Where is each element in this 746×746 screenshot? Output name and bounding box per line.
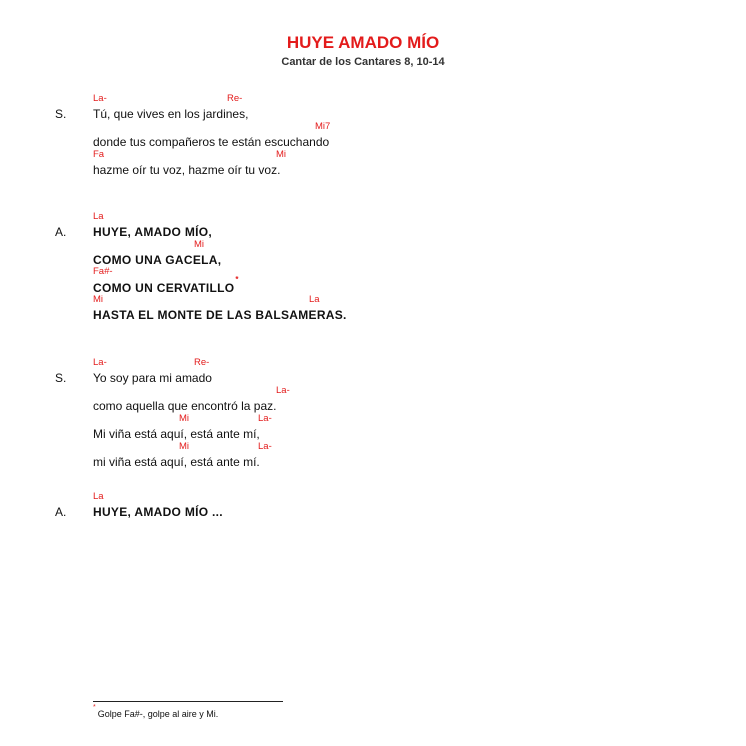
song-title: HUYE AMADO MÍO bbox=[286, 33, 440, 52]
chord-label: La- bbox=[276, 385, 290, 396]
chord-label: La bbox=[309, 294, 320, 305]
lyric-text: HUYE, AMADO MÍO ... bbox=[93, 505, 223, 519]
lyric-text: Tú, que vives en los jardines, bbox=[93, 107, 249, 121]
section-marker: S. bbox=[55, 371, 67, 385]
footnote-text: Golpe Fa#-, golpe al aire y Mi. bbox=[97, 709, 219, 719]
chord-label: La- bbox=[258, 441, 272, 452]
chord-label: Re- bbox=[194, 357, 210, 368]
lyric-text: donde tus compañeros te están escuchando bbox=[93, 135, 330, 149]
lyric-text: hazme oír tu voz, hazme oír tu voz. bbox=[93, 163, 281, 177]
chord-label: Fa#- bbox=[93, 266, 113, 277]
lyric-text: mi viña está aquí, está ante mí. bbox=[93, 455, 260, 469]
section-marker: S. bbox=[55, 107, 67, 121]
lyric-text: COMO UNA GACELA, bbox=[93, 253, 222, 267]
chord-label: La bbox=[93, 491, 104, 502]
chord-label: Re- bbox=[227, 93, 243, 104]
chord-label: La- bbox=[258, 413, 272, 424]
chord-label: Mi bbox=[179, 441, 190, 452]
chord-label: Fa bbox=[93, 149, 105, 160]
section-marker: A. bbox=[55, 225, 67, 239]
chord-label: Mi bbox=[93, 294, 104, 305]
chord-label: Mi7 bbox=[315, 121, 331, 132]
song-subtitle: Cantar de los Cantares 8, 10-14 bbox=[281, 56, 445, 68]
chord-label: Mi bbox=[179, 413, 190, 424]
lyric-text-content: COMO UN CERVATILLO bbox=[93, 281, 235, 295]
chord-label: La bbox=[93, 211, 104, 222]
lyric-text: Yo soy para mi amado bbox=[93, 371, 212, 385]
footnote-marker: * bbox=[235, 275, 239, 284]
chord-label: Mi bbox=[276, 149, 287, 160]
section-marker: A. bbox=[55, 505, 67, 519]
footnote-marker: * bbox=[93, 704, 96, 711]
lyric-text: como aquella que encontró la paz. bbox=[93, 399, 277, 413]
lyric-text: HUYE, AMADO MÍO, bbox=[93, 225, 213, 239]
chord-label: La- bbox=[93, 93, 107, 104]
chord-label: La- bbox=[93, 357, 107, 368]
lyric-text: Mi viña está aquí, está ante mí, bbox=[93, 427, 260, 441]
chord-label: Mi bbox=[194, 239, 205, 250]
lyric-text: HASTA EL MONTE DE LAS BALSAMERAS. bbox=[93, 308, 347, 322]
footnote bbox=[93, 704, 219, 719]
lyric-text bbox=[93, 275, 239, 295]
footnote-divider bbox=[93, 701, 283, 702]
